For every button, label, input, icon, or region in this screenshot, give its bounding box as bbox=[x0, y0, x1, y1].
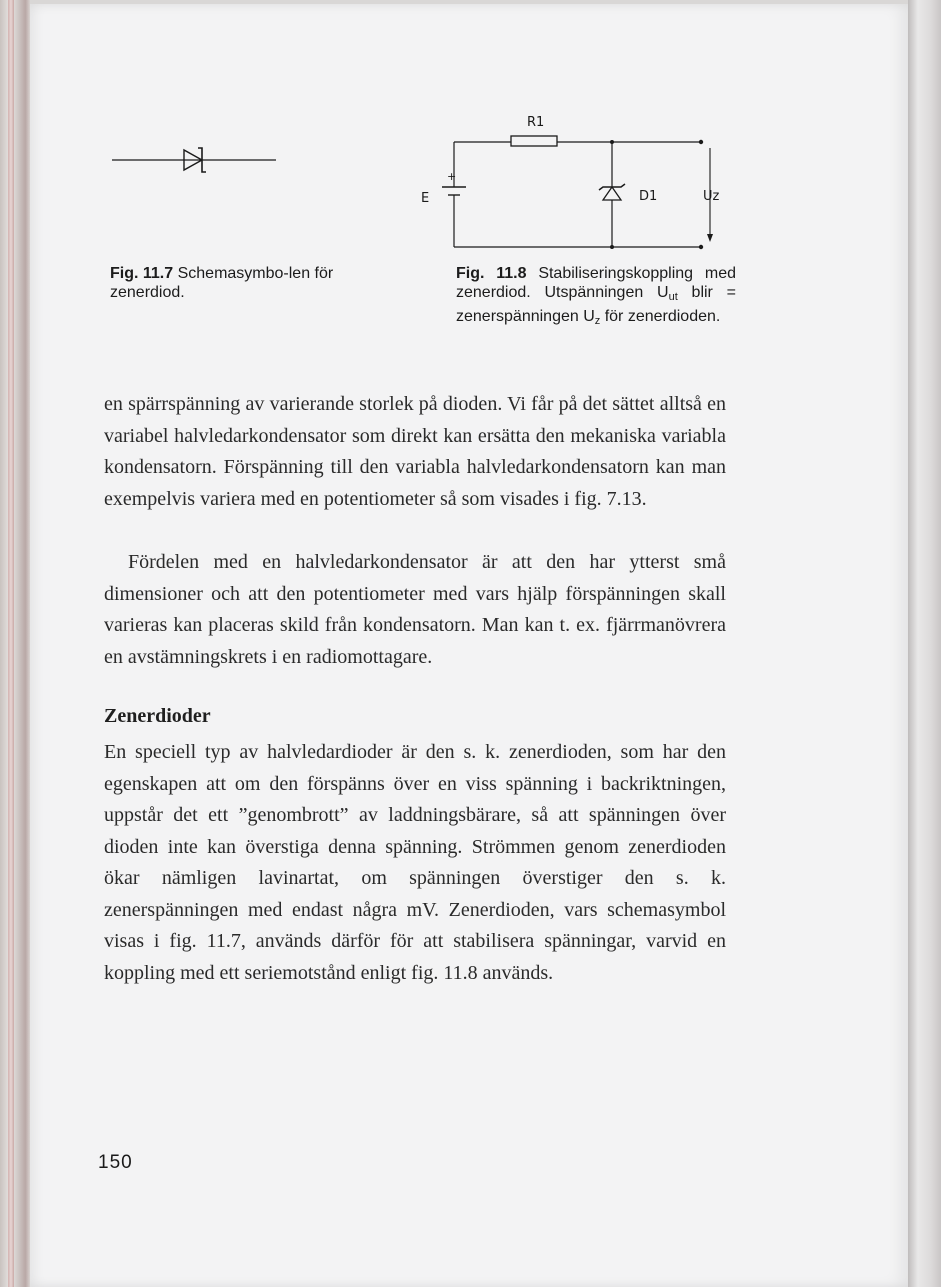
zener-diode-symbol bbox=[110, 140, 280, 180]
paragraph-1: en spärrspänning av varierande storlek på dioden. Vi får på det sättet alltså en variabel halvledarkondensator som direkt kan ersätta den mekaniska variabla kondensatorn. Förspänning till den variabla halvledarkondensatorn kan man exempelvis variera med en potentiometer så som visades i fig. 7.13. bbox=[104, 393, 726, 510]
fig-11-7-text: Schemasymbo-len för zenerdiod. bbox=[110, 265, 334, 301]
zener-d1 bbox=[603, 187, 621, 200]
fig-11-8-text-2: blir = zenerspänningen U bbox=[456, 284, 736, 325]
paragraph-2: Fördelen med en halvledarkondensator är att den har ytterst små dimensioner och att den potentiometer med vars hjälp förspänningen skall varieras kan placeras skild från kondensatorn. Man kan t. ex. fjärrmanövrera en avstämningskrets i en radiomottagare. bbox=[104, 551, 726, 668]
stabilization-circuit-diagram bbox=[415, 110, 735, 260]
fig-11-8-sub-z: z bbox=[594, 315, 601, 327]
paragraph-3: En speciell typ av halvledardioder är den s. k. zenerdioden, som har den egenskapen att om den förspänns över en viss spänning i backriktningen, uppstår det ett ”genombrott” av laddningsbärare, så att spänningen över dioden inte kan överstiga denna spänning. Strömmen genom zenerdioden ökar nämligen lavinartat, om spänningen överstiger den s. k. zenerspänningen med endast några mV. Zenerdioden, vars schemasymbol visas i fig. 11.7, används därför för att stabilisera spänningar, varvid en koppling med ett seriemotstånd enligt fig. 11.8 används. bbox=[104, 741, 726, 984]
uz-label: Uz bbox=[703, 189, 720, 204]
fig-11-8-number: Fig. 11.8 bbox=[456, 265, 527, 282]
fig-11-8-sub-ut: ut bbox=[668, 291, 678, 303]
fig-11-7-caption bbox=[110, 264, 340, 302]
plus-label: + bbox=[447, 170, 457, 183]
r1-label: R1 bbox=[527, 115, 545, 130]
fig-11-8-text-3: för zenerdioden. bbox=[600, 308, 721, 325]
book-spine bbox=[0, 0, 30, 1287]
section-heading: Zenerdioder bbox=[104, 705, 211, 727]
fig-11-7-number: Fig. 11.7 bbox=[110, 265, 174, 282]
fig-11-8-caption bbox=[456, 264, 736, 331]
cover-edge bbox=[8, 0, 14, 1287]
page-stack-edge bbox=[908, 0, 941, 1287]
resistor-r1 bbox=[511, 136, 557, 146]
e-label: E bbox=[421, 191, 430, 206]
d1-label: D1 bbox=[639, 189, 658, 204]
page-number: 150 bbox=[98, 1152, 133, 1173]
fig-11-8-text-1: Stabiliseringskoppling med zenerdiod. Utspänningen U bbox=[456, 265, 736, 301]
